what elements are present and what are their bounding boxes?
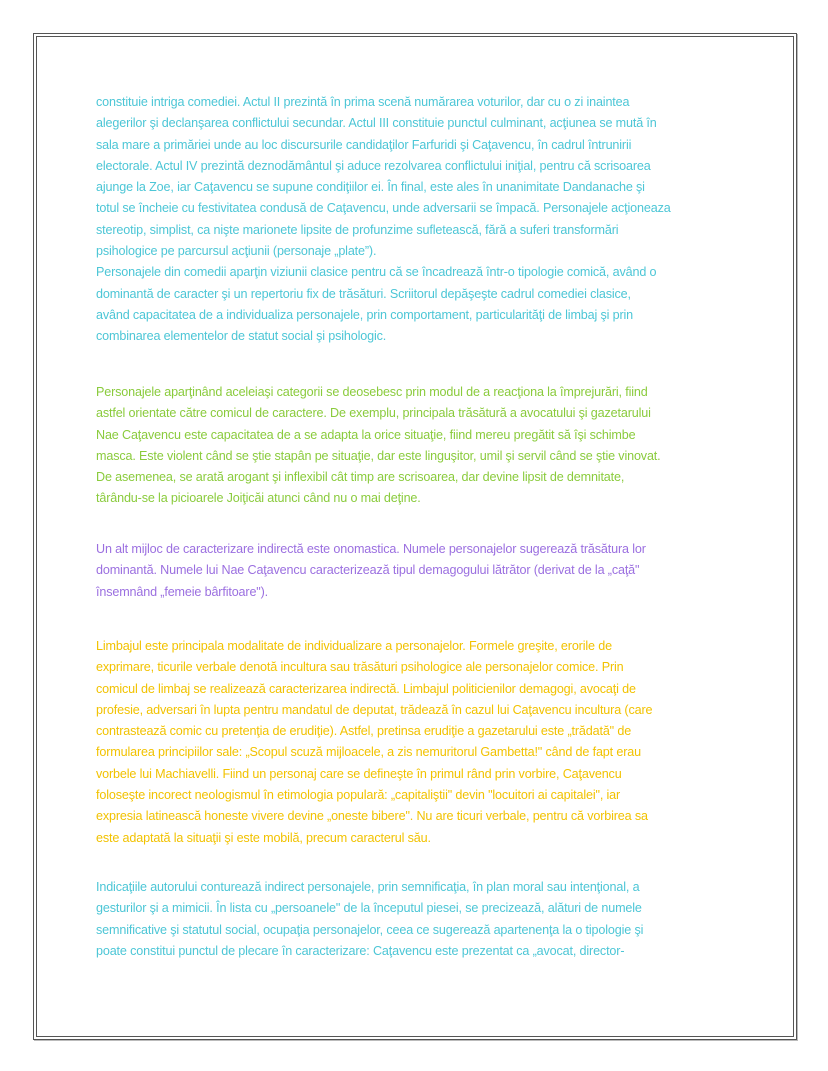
text-line: Indicaţiile autorului conturează indirect personajele, prin semnificaţia, în plan moral sau intenţional, a — [96, 880, 640, 894]
text-line: sala mare a primăriei unde au loc discursurile candidaţilor Farfuridi şi Caţavencu, în cadrul întrunirii — [96, 137, 632, 152]
text-line: însemnând „femeie bârfitoare"). — [96, 584, 269, 599]
text-line: totul se încheie cu festivitatea condusă de Caţavencu, unde adversarii se împacă. Personajele acţioneaza — [96, 201, 671, 216]
text-line: combinarea elementelor de statut social şi psihologic. — [96, 329, 387, 344]
text-line: Personajele aparţinând aceleiaşi categorii se deosebesc prin modul de a reacţiona la împrejurări, fiind — [96, 385, 648, 399]
paragraph-language — [96, 636, 652, 849]
text-line: având capacitatea de a individualiza personajele, prin comportament, particularităţi de limbaj şi prin — [96, 307, 634, 322]
paragraph-author-indications — [96, 877, 643, 962]
text-line: masca. Este violent când se ştie stapân pe situaţie, dar este linguşitor, umil şi servil când se ştie vinovat. — [96, 448, 661, 463]
paragraph-plot-and-characters — [96, 92, 671, 348]
text-line: Un alt mijloc de caracterizare indirectă este onomastica. Numele personajelor sugerează trăsătura lor — [96, 542, 646, 556]
text-line: formularea principiilor sale: „Scopul scuză mijloacele, a zis nemuritorul Gambetta!" când de fapt erau — [96, 745, 641, 760]
paragraph-character-reactions — [96, 382, 661, 510]
text-line: semnificative şi statutul social, ocupaţia personajelor, ceea ce sugerează apartenenţa la o tipologie şi — [96, 922, 644, 937]
text-line: astfel orientate către comicul de caractere. De exemplu, principala trăsătură a avocatului şi gazetarului — [96, 406, 651, 421]
text-line: ajunge la Zoe, iar Caţavencu se supune condiţiilor ei. În final, este ales în unanimitate Dandanache şi — [96, 180, 645, 195]
text-line: psihologice pe parcursul acţiunii (personaje „plate”). — [96, 244, 377, 259]
text-line: dominantă de caracter şi un repertoriu fix de trăsături. Scriitorul depăşeşte cadrul comediei clasice, — [96, 286, 631, 301]
text-line: contrastează comic cu pretenţia de erudiţie). Astfel, pretinsa erudiţie a gazetarului este „trădată" de — [96, 724, 632, 739]
text-line: târându-se la picioarele Joiţicăi atunci când nu o mai deţine. — [96, 491, 421, 506]
text-line: vorbele lui Machiavelli. Fiind un personaj care se defineşte în primul rând prin vorbire, Caţavencu — [96, 766, 622, 781]
text-line: Limbajul este principala modalitate de individualizare a personajelor. Formele greşite, erorile de — [96, 639, 612, 653]
text-line: poate constitui punctul de plecare în caracterizare: Caţavencu este prezentat ca „avocat, director- — [96, 943, 625, 958]
text-line: constituie intriga comediei. Actul II prezintă în prima scenă numărarea voturilor, dar cu o zi inaintea — [96, 95, 630, 109]
text-line: expresia latinească honeste vivere devine „oneste bibere". Nu are ticuri verbale, pentru că vorbirea sa — [96, 809, 648, 824]
text-line: foloseşte incorect neologismul în etimologia populară: „capitaliştii" devin "locuitori ai capitalei", iar — [96, 788, 621, 803]
text-line: gesturilor şi a mimicii. În lista cu „persoanele" de la începutul piesei, se precizează, alături de numele — [96, 901, 642, 916]
text-line: Nae Caţavencu este capacitatea de a se adapta la orice situaţie, fiind mereu pregătit să îşi schimbe — [96, 427, 636, 442]
text-line: este adaptată la situaţii şi este mobilă, precum caracterul său. — [96, 830, 431, 845]
paragraph-onomastics — [96, 539, 646, 603]
text-line: profesie, adversari în lupta pentru mandatul de deputat, trădează în cazul lui Caţavencu incultura (care — [96, 702, 653, 717]
text-line: exprimare, ticurile verbale denotă incultura sau trăsături psihologice ale personajelor comice. Prin — [96, 660, 624, 675]
text-line: comicul de limbaj se realizează caracterizarea indirectă. Limbajul politicienilor demagogi, avocaţi de — [96, 681, 636, 696]
text-line: De asemenea, se arată arogant şi inflexibil cât timp are scrisoarea, dar devine lipsit de demnitate, — [96, 470, 625, 485]
text-line: dominantă. Numele lui Nae Caţavencu caracterizează tipul demagogului lătrător (derivat de la „caţă" — [96, 563, 640, 578]
text-line: Personajele din comedii aparţin viziunii clasice pentru că se încadrează într-o tipologie comică, având o — [96, 265, 657, 280]
text-line: electorale. Actul IV prezintă deznodământul şi aduce rezolvarea conflictului iniţial, pentru că scrisoarea — [96, 158, 651, 173]
text-line: stereotip, simplist, ca nişte marionete lipsite de profunzime sufletească, fără a suferi transformări — [96, 222, 619, 237]
text-line: alegerilor şi declanşarea conflictului secundar. Actul III constituie punctul culminant, acţiunea se mută în — [96, 116, 657, 131]
